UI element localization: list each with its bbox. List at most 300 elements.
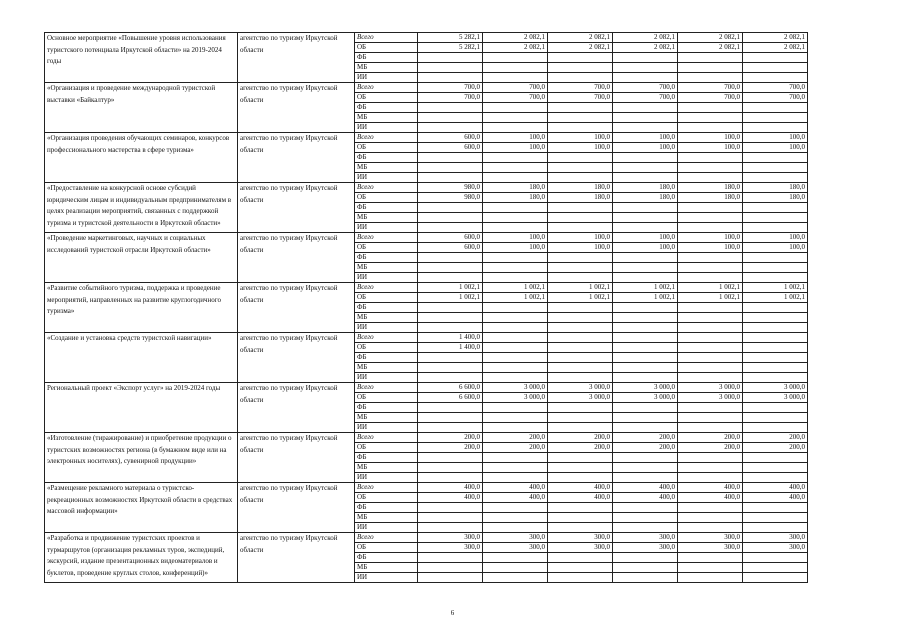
amount-cell [678,333,743,343]
amount-cell: 1 002,1 [418,283,483,293]
funding-source-label: ИИ [355,223,418,233]
amount-cell [418,573,483,583]
amount-cell [613,513,678,523]
amount-cell [678,403,743,413]
amount-cell [418,373,483,383]
funding-source-label: ОБ [355,43,418,53]
amount-cell [613,223,678,233]
amount-cell [483,313,548,323]
amount-cell: 600,0 [418,233,483,243]
amount-cell [743,163,808,173]
amount-cell: 700,0 [613,93,678,103]
amount-cell [483,473,548,483]
amount-cell: 3 000,0 [743,393,808,403]
amount-cell [483,253,548,263]
amount-cell: 700,0 [548,93,613,103]
amount-cell: 200,0 [743,443,808,453]
amount-cell: 600,0 [418,243,483,253]
funding-source-label: ФБ [355,553,418,563]
amount-cell [743,113,808,123]
amount-cell [483,213,548,223]
amount-cell [548,153,613,163]
amount-cell: 600,0 [418,143,483,153]
amount-cell [743,363,808,373]
amount-cell: 100,0 [678,243,743,253]
amount-cell [743,343,808,353]
funding-source-label: МБ [355,163,418,173]
activity-name: «Предоставление на конкурсной основе субсидий юридическим лицам и индивидуальным предпринимателям в целях реализации мероприятий, связанных с поддержкой туризма и туристской деятельности в Иркутской области» [45,183,238,233]
amount-cell: 180,0 [743,183,808,193]
table-row [45,533,808,543]
amount-cell: 3 000,0 [613,383,678,393]
activity-name: «Размещение рекламного материала о туристско-рекреационных возможностях Иркутской области в средствах массовой информации» [45,483,238,533]
amount-cell: 5 282,1 [418,33,483,43]
amount-cell [678,503,743,513]
funding-source-label: Всего [355,383,418,393]
amount-cell: 100,0 [483,233,548,243]
amount-cell [483,403,548,413]
amount-cell: 3 000,0 [743,383,808,393]
amount-cell [483,563,548,573]
amount-cell [418,63,483,73]
amount-cell [678,113,743,123]
amount-cell: 980,0 [418,193,483,203]
amount-cell: 3 000,0 [548,383,613,393]
amount-cell [743,73,808,83]
amount-cell [743,453,808,463]
amount-cell [743,333,808,343]
amount-cell [743,573,808,583]
amount-cell [548,333,613,343]
funding-source-label: ФБ [355,153,418,163]
amount-cell [483,573,548,583]
amount-cell: 700,0 [418,83,483,93]
executor-name: агентство по туризму Иркутской области [238,83,355,133]
amount-cell [743,463,808,473]
amount-cell [743,123,808,133]
funding-source-label: ОБ [355,543,418,553]
executor-name: агентство по туризму Иркутской области [238,333,355,383]
funding-source-label: ИИ [355,273,418,283]
amount-cell [548,253,613,263]
amount-cell: 100,0 [743,233,808,243]
amount-cell [548,263,613,273]
executor-name: агентство по туризму Иркутской области [238,483,355,533]
amount-cell: 700,0 [743,93,808,103]
amount-cell [613,373,678,383]
amount-cell [548,453,613,463]
amount-cell: 1 002,1 [678,283,743,293]
funding-source-label: МБ [355,363,418,373]
amount-cell [743,313,808,323]
amount-cell [418,53,483,63]
amount-cell [743,273,808,283]
table-row [45,333,808,343]
amount-cell [548,203,613,213]
amount-cell: 100,0 [548,243,613,253]
amount-cell [743,553,808,563]
amount-cell: 300,0 [548,543,613,553]
amount-cell: 400,0 [548,493,613,503]
amount-cell [613,303,678,313]
amount-cell [613,323,678,333]
funding-source-label: ФБ [355,103,418,113]
amount-cell [678,163,743,173]
amount-cell [483,503,548,513]
amount-cell [743,253,808,263]
amount-cell [678,303,743,313]
amount-cell [418,473,483,483]
amount-cell [678,513,743,523]
amount-cell: 2 082,1 [613,33,678,43]
amount-cell: 3 000,0 [678,393,743,403]
amount-cell [613,363,678,373]
amount-cell [548,113,613,123]
amount-cell: 6 600,0 [418,393,483,403]
funding-source-label: Всего [355,183,418,193]
funding-source-label: ИИ [355,573,418,583]
amount-cell: 300,0 [613,543,678,553]
amount-cell: 1 002,1 [743,293,808,303]
amount-cell: 2 082,1 [678,33,743,43]
amount-cell [418,263,483,273]
amount-cell [483,153,548,163]
funding-source-label: Всего [355,133,418,143]
amount-cell [678,373,743,383]
executor-name: агентство по туризму Иркутской области [238,533,355,583]
table-row [45,183,808,193]
amount-cell: 300,0 [548,533,613,543]
amount-cell [548,303,613,313]
amount-cell: 200,0 [743,433,808,443]
funding-source-label: Всего [355,233,418,243]
amount-cell [678,423,743,433]
amount-cell [743,173,808,183]
amount-cell [613,473,678,483]
funding-source-label: ИИ [355,523,418,533]
funding-source-label: ОБ [355,193,418,203]
amount-cell: 2 082,1 [548,43,613,53]
amount-cell [483,513,548,523]
amount-cell: 2 082,1 [548,33,613,43]
amount-cell: 200,0 [678,433,743,443]
funding-source-label: ОБ [355,143,418,153]
amount-cell [548,503,613,513]
amount-cell [483,203,548,213]
funding-source-label: ОБ [355,343,418,353]
amount-cell [418,223,483,233]
amount-cell [678,553,743,563]
amount-cell [678,523,743,533]
funding-source-label: ФБ [355,353,418,363]
amount-cell [613,553,678,563]
amount-cell [548,563,613,573]
amount-cell [483,323,548,333]
amount-cell [418,323,483,333]
amount-cell: 2 082,1 [483,43,548,53]
amount-cell: 300,0 [743,543,808,553]
amount-cell: 3 000,0 [613,393,678,403]
funding-source-label: Всего [355,33,418,43]
amount-cell [548,313,613,323]
amount-cell: 400,0 [613,483,678,493]
amount-cell: 100,0 [548,133,613,143]
amount-cell: 200,0 [678,443,743,453]
amount-cell [548,103,613,113]
amount-cell [418,553,483,563]
amount-cell [548,473,613,483]
amount-cell [418,563,483,573]
amount-cell [613,63,678,73]
amount-cell [613,563,678,573]
amount-cell [483,353,548,363]
amount-cell [743,563,808,573]
amount-cell [548,323,613,333]
amount-cell [418,303,483,313]
amount-cell: 700,0 [483,93,548,103]
amount-cell [483,163,548,173]
activity-name: «Изготовление (тиражирование) и приобретение продукции о туристских возможностях региона (в бумажном виде или на электронных носителях), сувенирной продукции» [45,433,238,483]
amount-cell: 700,0 [418,93,483,103]
table-body [45,33,808,583]
amount-cell [418,353,483,363]
amount-cell [418,163,483,173]
amount-cell [743,503,808,513]
amount-cell: 100,0 [483,133,548,143]
table-row [45,83,808,93]
amount-cell: 180,0 [613,193,678,203]
executor-name: агентство по туризму Иркутской области [238,33,355,83]
funding-source-label: МБ [355,263,418,273]
amount-cell: 100,0 [483,143,548,153]
amount-cell [483,173,548,183]
amount-cell: 3 000,0 [483,383,548,393]
amount-cell [483,113,548,123]
amount-cell [418,413,483,423]
amount-cell [678,63,743,73]
amount-cell: 1 002,1 [678,293,743,303]
amount-cell: 100,0 [743,243,808,253]
funding-source-label: ИИ [355,73,418,83]
amount-cell: 100,0 [613,133,678,143]
amount-cell [548,273,613,283]
amount-cell: 400,0 [483,493,548,503]
amount-cell [483,123,548,133]
amount-cell [483,463,548,473]
amount-cell [678,413,743,423]
amount-cell: 400,0 [678,493,743,503]
amount-cell: 1 002,1 [483,283,548,293]
amount-cell: 700,0 [483,83,548,93]
funding-source-label: МБ [355,213,418,223]
table-row [45,283,808,293]
funding-source-label: МБ [355,63,418,73]
amount-cell [483,223,548,233]
amount-cell: 100,0 [613,233,678,243]
amount-cell [613,453,678,463]
funding-source-label: ФБ [355,403,418,413]
amount-cell: 1 400,0 [418,343,483,353]
funding-source-label: ОБ [355,243,418,253]
amount-cell [613,573,678,583]
funding-source-label: ОБ [355,393,418,403]
executor-name: агентство по туризму Иркутской области [238,233,355,283]
amount-cell: 700,0 [613,83,678,93]
funding-source-label: ФБ [355,503,418,513]
amount-cell: 400,0 [483,483,548,493]
funding-source-label: ОБ [355,93,418,103]
activity-name: «Создание и установка средств туристской навигации» [45,333,238,383]
amount-cell: 400,0 [418,493,483,503]
activity-name: «Развитие событийного туризма, поддержка и проведение мероприятий, направленных на развитие круглогодичного туризма» [45,283,238,333]
amount-cell [483,103,548,113]
amount-cell: 1 002,1 [613,293,678,303]
amount-cell [743,153,808,163]
amount-cell [418,463,483,473]
amount-cell: 100,0 [548,233,613,243]
funding-source-label: Всего [355,483,418,493]
amount-cell: 100,0 [678,133,743,143]
amount-cell [418,173,483,183]
amount-cell [613,53,678,63]
amount-cell: 400,0 [548,483,613,493]
funding-source-label: ИИ [355,373,418,383]
amount-cell: 300,0 [678,533,743,543]
amount-cell: 200,0 [418,433,483,443]
amount-cell: 1 002,1 [418,293,483,303]
amount-cell: 2 082,1 [678,43,743,53]
amount-cell: 200,0 [418,443,483,453]
amount-cell [743,413,808,423]
amount-cell [678,563,743,573]
amount-cell [418,273,483,283]
amount-cell [678,253,743,263]
amount-cell: 100,0 [613,143,678,153]
funding-source-label: МБ [355,563,418,573]
activity-name: «Разработка и продвижение туристских проектов и турмаршрутов (организация рекламных туров, экспедиций, экскурсий, издание презентационных видеоматериалов и буклетов, проведение круглых столов, конференций)» [45,533,238,583]
amount-cell [613,103,678,113]
executor-name: агентство по туризму Иркутской области [238,183,355,233]
amount-cell [678,203,743,213]
amount-cell [613,503,678,513]
amount-cell: 100,0 [613,243,678,253]
amount-cell [743,423,808,433]
amount-cell: 700,0 [548,83,613,93]
amount-cell [483,523,548,533]
amount-cell [743,213,808,223]
funding-source-label: Всего [355,333,418,343]
amount-cell [548,513,613,523]
funding-source-label: МБ [355,463,418,473]
amount-cell [678,313,743,323]
amount-cell [483,423,548,433]
amount-cell [418,103,483,113]
amount-cell [743,523,808,533]
amount-cell: 1 002,1 [613,283,678,293]
amount-cell: 3 000,0 [483,393,548,403]
amount-cell [483,273,548,283]
amount-cell: 2 082,1 [483,33,548,43]
funding-source-label: МБ [355,313,418,323]
amount-cell: 1 002,1 [483,293,548,303]
funding-source-label: ФБ [355,303,418,313]
amount-cell [483,413,548,423]
funding-source-label: МБ [355,413,418,423]
amount-cell [678,103,743,113]
funding-source-label: Всего [355,533,418,543]
amount-cell [418,73,483,83]
amount-cell: 180,0 [678,193,743,203]
amount-cell [743,63,808,73]
amount-cell: 400,0 [418,483,483,493]
amount-cell: 100,0 [678,143,743,153]
amount-cell: 200,0 [483,443,548,453]
funding-source-label: ФБ [355,53,418,63]
activity-name: «Организация проведения обучающих семинаров, конкурсов профессионального мастерства в сфере туризма» [45,133,238,183]
activity-name: Региональный проект «Экспорт услуг» на 2019-2024 годы [45,383,238,433]
amount-cell [743,353,808,363]
amount-cell [743,223,808,233]
amount-cell [743,473,808,483]
amount-cell [613,463,678,473]
amount-cell: 1 002,1 [548,283,613,293]
amount-cell [548,123,613,133]
amount-cell [613,203,678,213]
table-row [45,133,808,143]
amount-cell [548,413,613,423]
amount-cell: 100,0 [678,233,743,243]
amount-cell [613,353,678,363]
amount-cell [678,473,743,483]
amount-cell: 6 600,0 [418,383,483,393]
amount-cell [613,403,678,413]
amount-cell [678,263,743,273]
amount-cell [743,263,808,273]
funding-source-label: ИИ [355,173,418,183]
amount-cell [678,453,743,463]
table-row [45,383,808,393]
table-row [45,483,808,493]
amount-cell [613,423,678,433]
amount-cell [418,113,483,123]
amount-cell: 300,0 [483,533,548,543]
amount-cell: 400,0 [678,483,743,493]
amount-cell [418,203,483,213]
amount-cell [743,323,808,333]
amount-cell [548,213,613,223]
activity-name: «Организация и проведение международной туристской выставки «Байкалтур» [45,83,238,133]
amount-cell [483,53,548,63]
amount-cell [678,323,743,333]
amount-cell [613,273,678,283]
funding-source-label: ОБ [355,493,418,503]
amount-cell: 400,0 [743,483,808,493]
amount-cell [678,223,743,233]
amount-cell: 1 002,1 [743,283,808,293]
amount-cell: 2 082,1 [743,33,808,43]
amount-cell: 300,0 [418,543,483,553]
amount-cell [418,153,483,163]
amount-cell [548,173,613,183]
amount-cell [548,53,613,63]
amount-cell [678,463,743,473]
amount-cell [418,403,483,413]
amount-cell [678,343,743,353]
amount-cell [418,423,483,433]
amount-cell: 180,0 [483,193,548,203]
amount-cell: 200,0 [548,433,613,443]
amount-cell [418,513,483,523]
